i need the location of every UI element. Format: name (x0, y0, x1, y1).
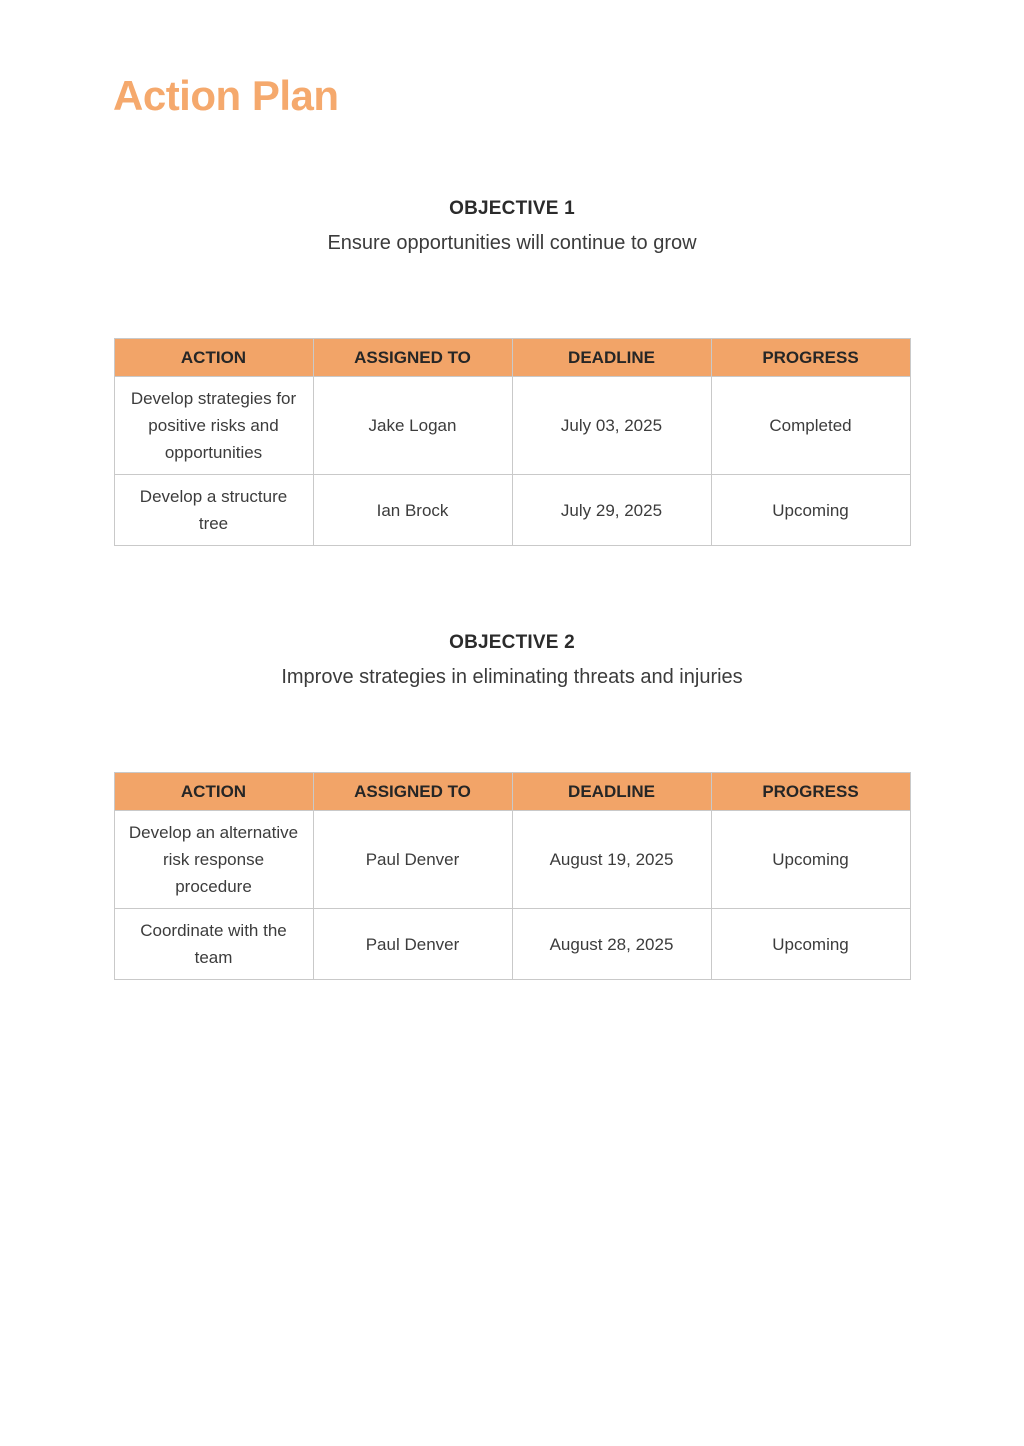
objective-2-table (114, 772, 911, 980)
table-row (114, 811, 910, 909)
column-header-action: ACTION (114, 773, 313, 811)
cell-action: Develop strategies for positive risks and opportunities (114, 377, 313, 475)
cell-progress: Upcoming (711, 475, 910, 546)
table-row (114, 377, 910, 475)
objective-2-subtitle: Improve strategies in eliminating threats and injuries (281, 666, 743, 688)
cell-assigned-to: Jake Logan (313, 377, 512, 475)
table-row (114, 475, 910, 546)
objective-section-2 (0, 632, 1024, 980)
cell-assigned-to: Paul Denver (313, 909, 512, 980)
column-header-deadline: DEADLINE (512, 339, 711, 377)
cell-deadline: August 28, 2025 (512, 909, 711, 980)
cell-progress: Upcoming (711, 909, 910, 980)
cell-progress: Completed (711, 377, 910, 475)
column-header-progress: PROGRESS (711, 339, 910, 377)
objective-2-heading: OBJECTIVE 2 (449, 632, 575, 653)
objective-1-subtitle: Ensure opportunities will continue to grow (327, 232, 697, 254)
objective-1-heading: OBJECTIVE 1 (449, 198, 575, 219)
table-header-row (114, 773, 910, 811)
column-header-progress: PROGRESS (711, 773, 910, 811)
cell-action: Develop an alternative risk response procedure (114, 811, 313, 909)
cell-action: Coordinate with the team (114, 909, 313, 980)
cell-deadline: July 29, 2025 (512, 475, 711, 546)
column-header-deadline: DEADLINE (512, 773, 711, 811)
column-header-action: ACTION (114, 339, 313, 377)
table-header-row (114, 339, 910, 377)
cell-deadline: July 03, 2025 (512, 377, 711, 475)
objective-section-1 (0, 198, 1024, 546)
cell-assigned-to: Paul Denver (313, 811, 512, 909)
cell-action: Develop a structure tree (114, 475, 313, 546)
cell-deadline: August 19, 2025 (512, 811, 711, 909)
table-row (114, 909, 910, 980)
objective-1-table (114, 338, 911, 546)
cell-assigned-to: Ian Brock (313, 475, 512, 546)
page-title: Action Plan (113, 72, 339, 119)
cell-progress: Upcoming (711, 811, 910, 909)
column-header-assigned-to: ASSIGNED TO (313, 773, 512, 811)
column-header-assigned-to: ASSIGNED TO (313, 339, 512, 377)
